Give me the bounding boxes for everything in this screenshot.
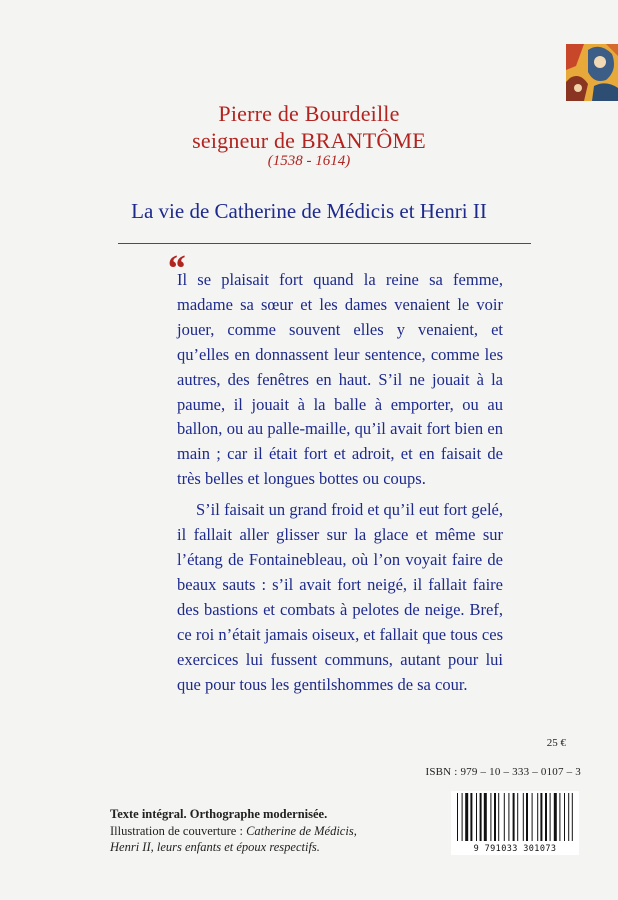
barcode-bar	[572, 793, 573, 841]
barcode-bar	[508, 793, 509, 841]
barcode-digits: 9 791033 301073	[451, 843, 579, 855]
excerpt	[177, 268, 503, 697]
author-dates: (1538 - 1614)	[267, 153, 351, 169]
barcode-bar	[537, 793, 538, 841]
cover-credit-title-c: II	[142, 840, 151, 854]
barcode-bar	[498, 793, 499, 841]
barcode-bar	[476, 793, 477, 841]
barcode-bar	[457, 793, 458, 841]
barcode-bar	[564, 793, 565, 841]
barcode-bar	[523, 793, 524, 841]
barcode-bar	[480, 793, 482, 841]
cover-credit-title-a: Catherine de Médicis,	[246, 823, 357, 838]
barcode-bar	[490, 793, 491, 841]
barcode-bar	[540, 793, 542, 841]
opening-quote-mark: “	[166, 248, 185, 290]
title-divider	[118, 243, 531, 244]
barcode-bar	[465, 793, 468, 841]
barcode-bar	[559, 793, 560, 841]
cover-credit-title-d: , leurs enfants et époux respectifs.	[150, 840, 320, 854]
barcode-bar	[550, 793, 551, 841]
cover-credit-title-b: Henri	[110, 840, 140, 854]
edition-notes	[110, 806, 440, 856]
excerpt-paragraph-1: Il se plaisait fort quand la reine sa femme, madame sa sœur et les dames venaient le voir jouer, comme souvent elles y venaient, et qu’elles en donnassent leur sentence, comme les autres, des fenêtres en haut. S’il ne jouait à la paume, il jouait à la balle à emporter, ou au ballon, ou au palle-maille, qu’il avait fort bien en main ; car il était fort et adroit, et en faisait de très belles et longues bottes ou coups.	[177, 270, 503, 489]
edition-note: Texte intégral. Orthographe modernisée.	[110, 807, 328, 821]
excerpt-paragraph-2: S’il faisait un grand froid et qu’il eut fort gelé, il fallait aller glisser sur la glace et même sur l’étang de Fontainebleau, où l’on voyait faire de beaux sauts : s’il avait fort neigé, il fallait faire des bastions et combats à pelotes de neige. Bref, ce roi n’était jamais oiseux, et fallait que tous ces exercices lui fussent communs, autant pour lui que pour tous les gentilshommes de sa cour.	[177, 500, 503, 694]
barcode-bar	[532, 793, 533, 841]
barcode-bar	[526, 793, 528, 841]
barcode-bar	[470, 793, 472, 841]
isbn: ISBN : 979 – 10 – 333 – 0107 – 3	[425, 766, 581, 778]
book-title: La vie de Catherine de Médicis et Henri II	[131, 199, 487, 223]
barcode-bar	[484, 793, 487, 841]
cover-credit	[110, 823, 440, 840]
price: 25 €	[546, 737, 566, 749]
barcode-bar	[545, 793, 547, 841]
cover-credit-label: Illustration de couverture :	[110, 823, 247, 838]
barcode-bar	[504, 793, 505, 841]
barcode-bar	[513, 793, 515, 841]
barcode-bar	[554, 793, 557, 841]
cover-credit-continued	[110, 839, 440, 856]
barcode-bar	[568, 793, 569, 841]
author-title: seigneur de BRANTÔME	[192, 128, 426, 153]
cover-illustration-thumbnail	[566, 44, 618, 101]
barcode-bar	[494, 793, 496, 841]
author-name: Pierre de Bourdeille	[218, 101, 400, 126]
barcode-bar	[462, 793, 463, 841]
barcode-bar	[517, 793, 518, 841]
